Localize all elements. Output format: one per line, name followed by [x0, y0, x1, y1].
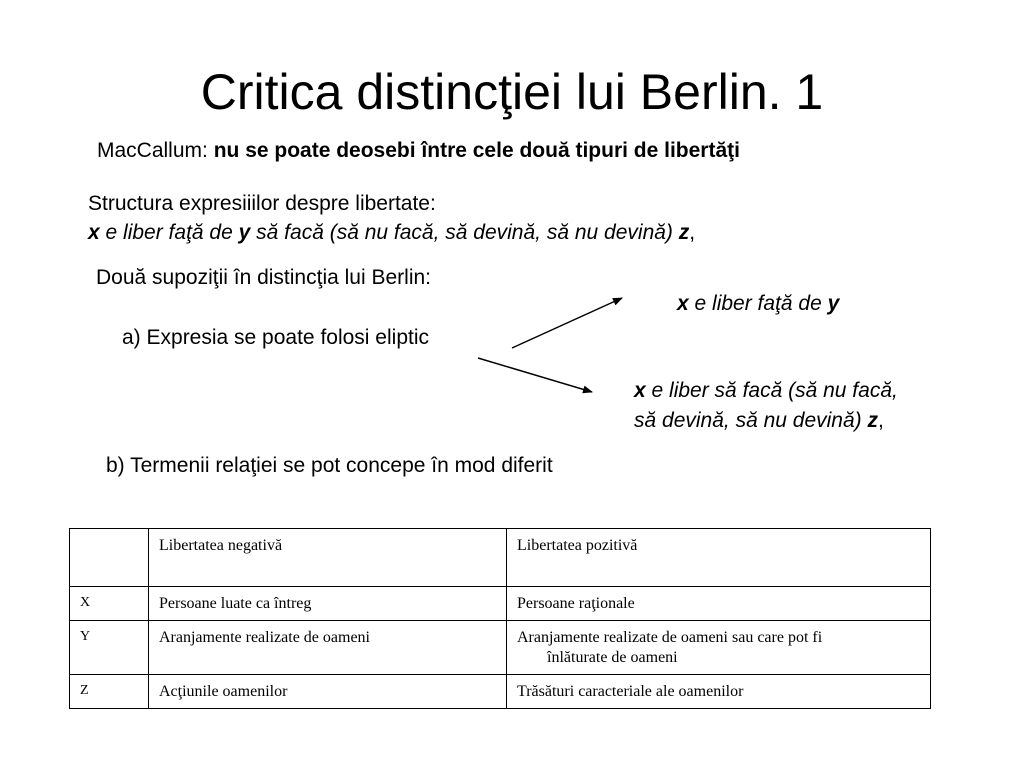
point-a: a) Expresia se poate folosi eliptic: [122, 326, 429, 349]
slide-title: Critica distincţiei lui Berlin. 1: [200, 64, 824, 120]
header-empty-cell: [70, 529, 149, 587]
ellipsis2-text2: să devină, să nu devină): [634, 409, 862, 432]
row-positive-line1: Aranjamente realizate de oameni sau care pot fi: [517, 629, 823, 646]
maccallum-claim: nu se poate deosebi între cele două tipuri de libertăţi: [213, 139, 740, 162]
row-negative: Persoane luate ca întreg: [149, 587, 507, 621]
table-row: [70, 621, 931, 675]
ellipsis2-z: z: [867, 409, 878, 432]
row-positive: Persoane raţionale: [507, 587, 931, 621]
row-key: X: [70, 587, 149, 621]
row-positive-line2: înlăturate de oameni: [547, 649, 678, 666]
table-row: [70, 587, 931, 621]
formula-x: x: [88, 221, 100, 244]
table-header-row: [70, 529, 931, 587]
ellipsis2-text1: e liber să facă (să nu facă,: [651, 379, 898, 402]
row-negative: Acţiunile oamenilor: [149, 675, 507, 709]
maccallum-prefix: MacCallum:: [97, 139, 208, 162]
formula-part1: e liber faţă de: [105, 221, 233, 244]
ellipsis2-trail: ,: [878, 409, 884, 432]
table-row: [70, 675, 931, 709]
row-negative: Aranjamente realizate de oameni: [149, 621, 507, 675]
formula-y: y: [238, 221, 251, 244]
ellipsis2-x: x: [634, 379, 646, 402]
row-positive: [507, 621, 931, 675]
row-key: Z: [70, 675, 149, 709]
arrow-down: [478, 358, 592, 392]
relation-table: [69, 528, 931, 709]
row-key: Y: [70, 621, 149, 675]
ellipsis1-y: y: [827, 292, 840, 315]
formula-trail: ,: [689, 221, 696, 244]
formula-z: z: [678, 221, 690, 244]
arrow-up: [512, 298, 622, 348]
ellipsis1-text: e liber faţă de: [694, 292, 822, 315]
structure-heading: Structura expresiiilor despre libertate:: [88, 192, 436, 215]
row-positive: Trăsături caracteriale ale oamenilor: [507, 675, 931, 709]
suppositions-heading: Două supoziţii în distincţia lui Berlin:: [96, 266, 431, 289]
point-b: b) Termenii relaţiei se pot concepe în mod diferit: [106, 454, 553, 477]
ellipsis1-x: x: [677, 292, 689, 315]
formula-part2: să facă (să nu facă, să devină, să nu devină): [256, 221, 673, 244]
header-negative: Libertatea negativă: [149, 529, 507, 587]
header-positive: Libertatea pozitivă: [507, 529, 931, 587]
